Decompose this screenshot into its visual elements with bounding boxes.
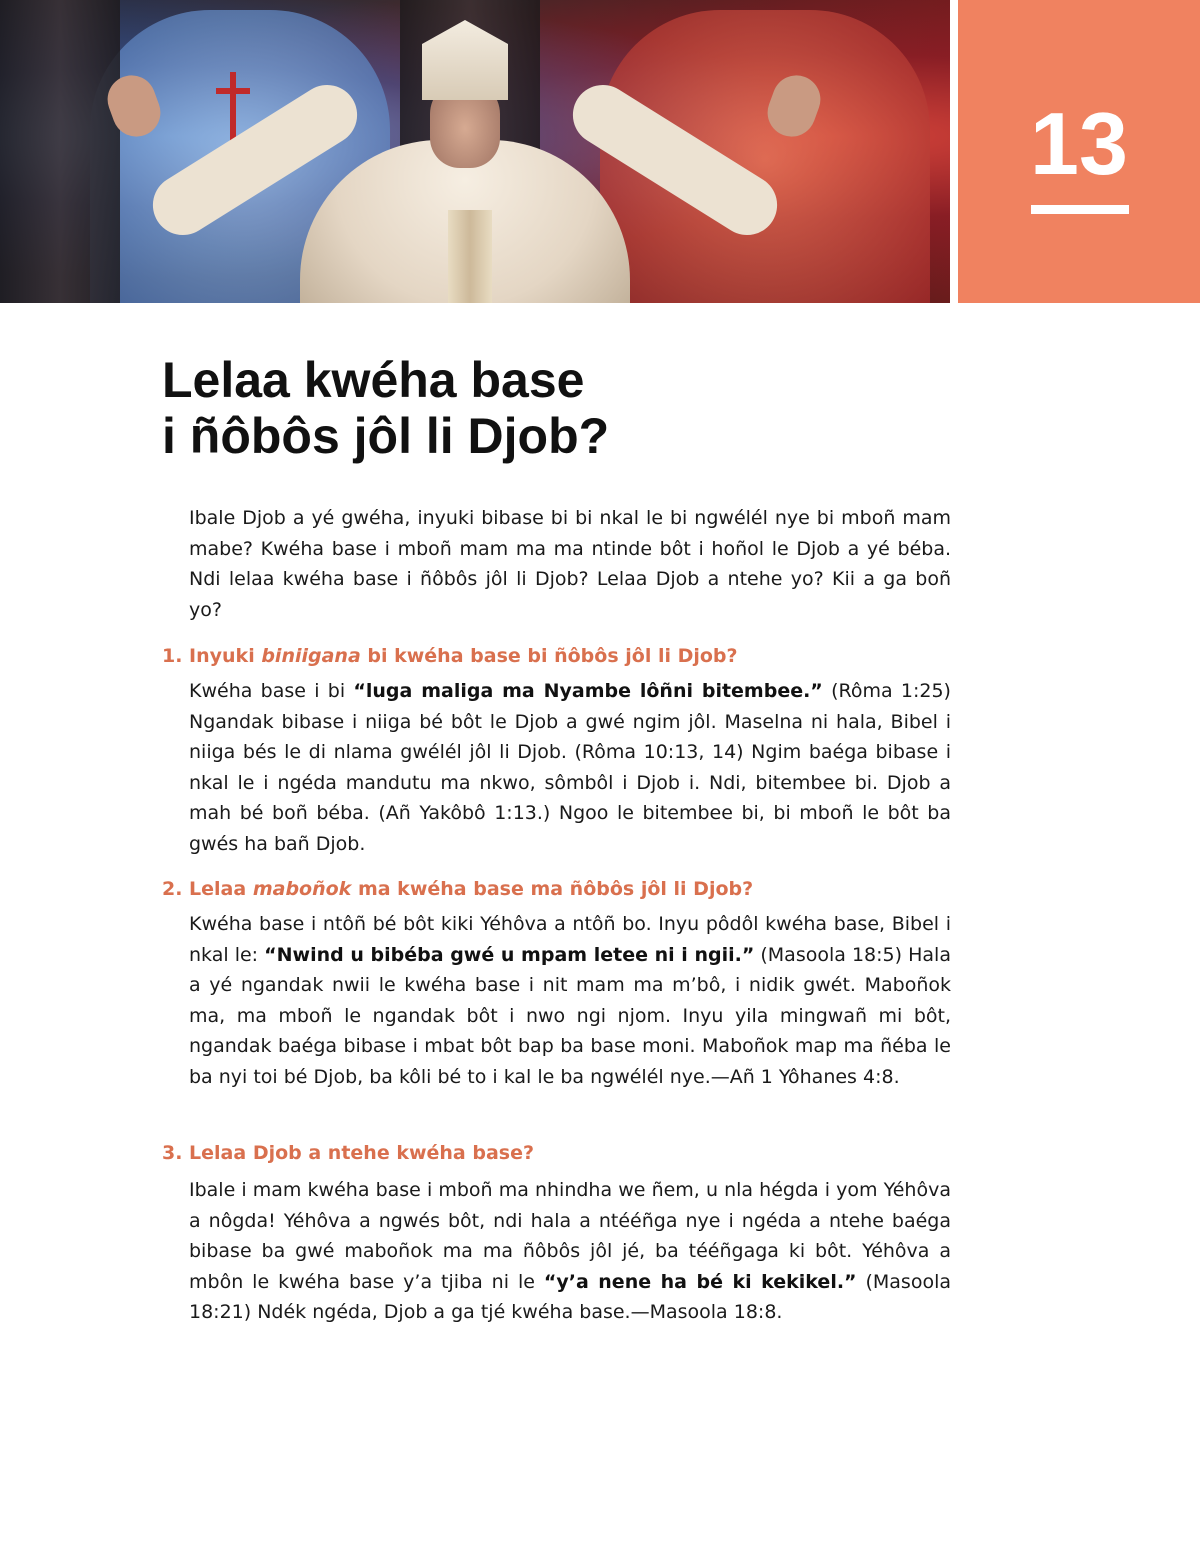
chapter-underline [1031, 205, 1129, 214]
question-1-suffix: bi kwéha base bi ñôbôs jôl li Djob? [360, 645, 738, 667]
header-photo [0, 0, 950, 303]
question-3 [162, 1140, 942, 1166]
answer-3-quote: “y’a nene ha bé ki kekikel.” [543, 1270, 857, 1293]
answer-1-text-a: Kwéha base i bi [189, 680, 354, 702]
page-title-line-1: Lelaa kwéha base [162, 352, 585, 408]
question-1-emphasis: biniigana [261, 645, 361, 667]
answer-2-paragraph [189, 909, 951, 1092]
question-2-prefix: 2. Lelaa [162, 878, 253, 900]
question-2-suffix: ma kwéha base ma ñôbôs jôl li Djob? [351, 878, 754, 900]
answer-1-text-b: (Rôma 1:25) Ngandak bibase i niiga bé bôt le Djob a gwé ngim jôl. Maselna ni hala, Bibel i niiga bés le di nlama gwélél jôl li Djob. (Rôma 10:13, 14) Ngim baéga bibase i nkal le i ngéda mandutu ma nkwo, sômbôl i Djob i. Ndi, bitembee bi. Djob a mah bé boñ béba. (Añ Yakôbô 1:13.) Ngoo le bitembee bi, bi mboñ le bôt ba gwés ha bañ Djob. [189, 680, 951, 855]
answer-3-paragraph [189, 1175, 951, 1328]
cross-icon-bar [216, 88, 250, 94]
answer-2-quote: “Nwind u bibéba gwé u mpam letee ni i ngii.” [264, 943, 755, 966]
page-title-line-2: i ñôbôs jôl li Djob? [162, 408, 610, 464]
question-2-emphasis: maboñok [252, 878, 352, 900]
intro-paragraph: Ibale Djob a yé gwéha, inyuki bibase bi bi nkal le bi ngwélél nye bi mboñ mam mabe? Kwéha base i mboñ mam ma ma ntinde bôt i hoñol le Djob a yé béba. Ndi lelaa kwéha base i ñôbôs jôl li Djob? Lelaa Djob a ntehe yo? Kii a ga boñ yo? [189, 507, 951, 621]
question-1-prefix: 1. Inyuki [162, 645, 262, 667]
pillar-left [0, 0, 120, 303]
answer-2-text-b: (Masoola 18:5) Hala a yé ngandak nwii le kwéha base i nit mam ma m’bô, i nidik gwét. Maboñok ma, ma mboñ le ngandak bôt i nwo ngi njom. Inyu yila mingwañ mi bôt, ngandak baéga bibase i mbat bôt bap ba base moni. Maboñok map ma ñéba le ba nyi toi bé Djob, ba kôli bé to i kal le ba ngwélél nye.—Añ 1 Yôhanes 4:8. [189, 943, 951, 1088]
priest-stole [448, 210, 492, 303]
chapter-number: 13 [1030, 94, 1128, 193]
answer-2-text-a: Kwéha base i ntôñ bé bôt kiki Yéhôva a ntôñ bo. Inyu pôdôl kwéha base, Bibel i nkal le: [189, 913, 951, 966]
question-2 [162, 876, 942, 902]
question-3-text: 3. Lelaa Djob a ntehe kwéha base? [162, 1142, 535, 1164]
answer-1-quote: “luga maliga ma Nyambe lôñni bitembee.” [353, 680, 823, 702]
answer-3-text-b: (Masoola 18:21) Ndék ngéda, Djob a ga tjé kwéha base.—Masoola 18:8. [189, 1270, 952, 1323]
answer-1-paragraph [189, 676, 951, 859]
cross-icon [230, 72, 236, 142]
question-1 [162, 643, 942, 669]
answer-3-text-a: Ibale i mam kwéha base i mboñ ma nhindha we ñem, u nla hégda i yom Yéhôva a nôgda! Yéhôva a ngwés bôt, ndi hala a ntééñga nye i ngéda a ntehe baéga bibase ba gwé maboñok ma ma ñôbôs jôl jé, ba tééñgaga ki bôt. Yéhôva a mbôn le kwéha base y’a tjiba ni le [189, 1179, 951, 1293]
page-title [162, 352, 922, 464]
chapter-badge [958, 0, 1200, 303]
